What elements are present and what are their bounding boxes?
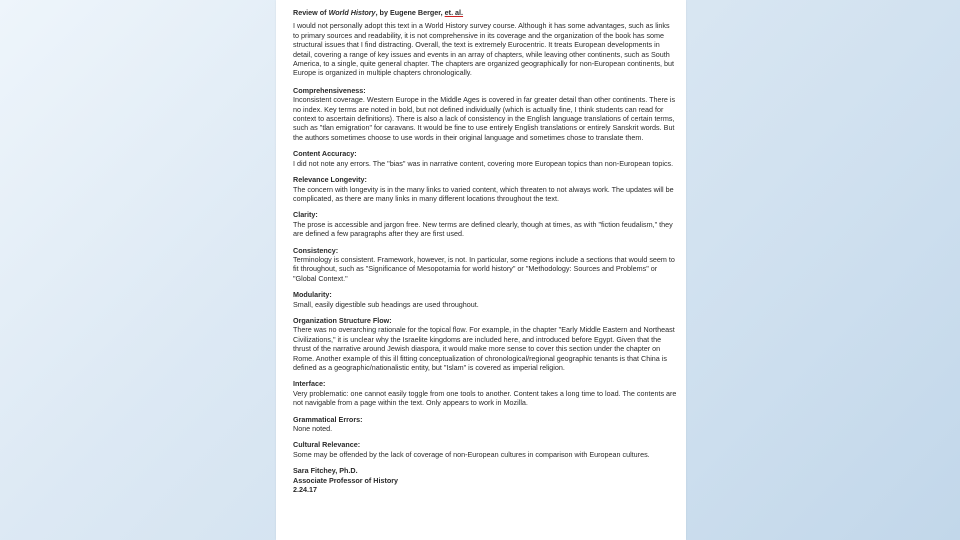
section-relevance-longevity	[293, 175, 677, 203]
intro-paragraph: I would not personally adopt this text in a World History survey course. Although it has some advantages, such as links to primary sources and readability, it is not comprehensive in its coverage and the organization of the book has some structural issues that I find distracting. Overall, the text is extremely Eurocentric. It treats European developments in detail, covering a range of key issues and events in an array of chapters, while leaving other continents, such as South America, to a single, quite general chapter. The chapters are organized geographically for non-European continents, but Europe is organized in multiple chapters chronologically.	[293, 21, 675, 78]
section-body: I did not note any errors. The "bias" was in narrative content, covering more European topics than non-European topics.	[293, 158, 674, 168]
section-body: Some may be offended by the lack of coverage of non-European cultures in comparison with European cultures.	[293, 449, 650, 459]
section-organization	[293, 316, 677, 372]
review-title	[293, 8, 677, 17]
section-body: The concern with longevity is in the many links to varied content, which threaten to not always work. The updates will be complicated, as there are many links in many different locations throughout the text.	[293, 184, 674, 203]
section-heading: Content Accuracy:	[293, 149, 357, 159]
title-suffix: , by Eugene Berger,	[375, 8, 445, 17]
section-heading: Modularity:	[293, 290, 332, 300]
section-interface	[293, 379, 677, 407]
title-etal: et. al.	[444, 8, 464, 17]
section-body: There was no overarching rationale for the topical flow. For example, in the chapter "Early Middle Eastern and Northeast Civilizations," it is unclear why the Israelite kingdoms are included here, and introduced before Egypt. Given that the thrust of the narrative around Jewish diaspora, it would make more sense to cover this section under the chapter on Rome. Another example of this ill fitting conceptualization of chronological/regional geographic tenants is that China is defined as a geographic/nationalistic entity, but "Islam" is covered as imperial religion.	[293, 325, 675, 372]
section-heading: Cultural Relevance:	[293, 440, 361, 450]
section-grammatical-errors	[293, 415, 677, 434]
section-body: Terminology is consistent. Framework, however, is not. In particular, some regions include a sections that would seem to fit throughout, such as "Significance of Mesopotamia for world history" or "Methodology: Sources and Problems" or "Global Context."	[293, 254, 675, 283]
section-content-accuracy	[293, 149, 677, 168]
section-body: The prose is accessible and jargon free. New terms are defined clearly, though at times, as with "fiction feudalism," they are defined a few paragraphs after they are first used.	[293, 219, 673, 239]
document-content	[293, 8, 677, 494]
section-clarity	[293, 210, 677, 238]
section-heading: Comprehensiveness:	[293, 85, 366, 95]
section-comprehensiveness	[293, 86, 677, 142]
section-body: Small, easily digestible sub headings are used throughout.	[293, 299, 479, 309]
section-heading: Clarity:	[293, 210, 318, 220]
section-heading: Organization Structure Flow:	[293, 315, 392, 325]
signature-name: Sara Fitchey, Ph.D.	[293, 466, 358, 476]
section-heading: Grammatical Errors:	[293, 414, 363, 424]
signature-role: Associate Professor of History	[293, 475, 399, 485]
section-heading: Consistency:	[293, 245, 339, 255]
section-body: None noted.	[293, 424, 333, 434]
section-consistency	[293, 246, 677, 284]
section-body: Very problematic: one cannot easily toggle from one tools to another. Content takes a long time to load. The contents are not navigable from a page within the text. Only appears to work in Mozilla.	[293, 388, 677, 408]
section-cultural-relevance	[293, 440, 677, 459]
title-book: World History	[328, 8, 376, 17]
document-page	[276, 0, 686, 540]
signature-date: 2.24.17	[293, 485, 317, 495]
section-heading: Relevance Longevity:	[293, 175, 367, 185]
signature-block	[293, 466, 677, 494]
title-prefix: Review of	[293, 8, 329, 17]
section-body: Inconsistent coverage. Western Europe in the Middle Ages is covered in far greater detail than other continents. There is no index. Key terms are noted in bold, but not defined individually (which is actually fine, I think students can read for context to ascertain definitions). There is also a lack of consistency in the English language translations of certain terms, such as "tlan emigration" for caravans. It would be fine to use entirely English translations or entirely Sanskrit words. But the authors sometimes choose to use words in their original language and sometimes chose to translate them.	[293, 95, 676, 142]
section-heading: Interface:	[293, 379, 326, 389]
section-modularity	[293, 290, 677, 309]
